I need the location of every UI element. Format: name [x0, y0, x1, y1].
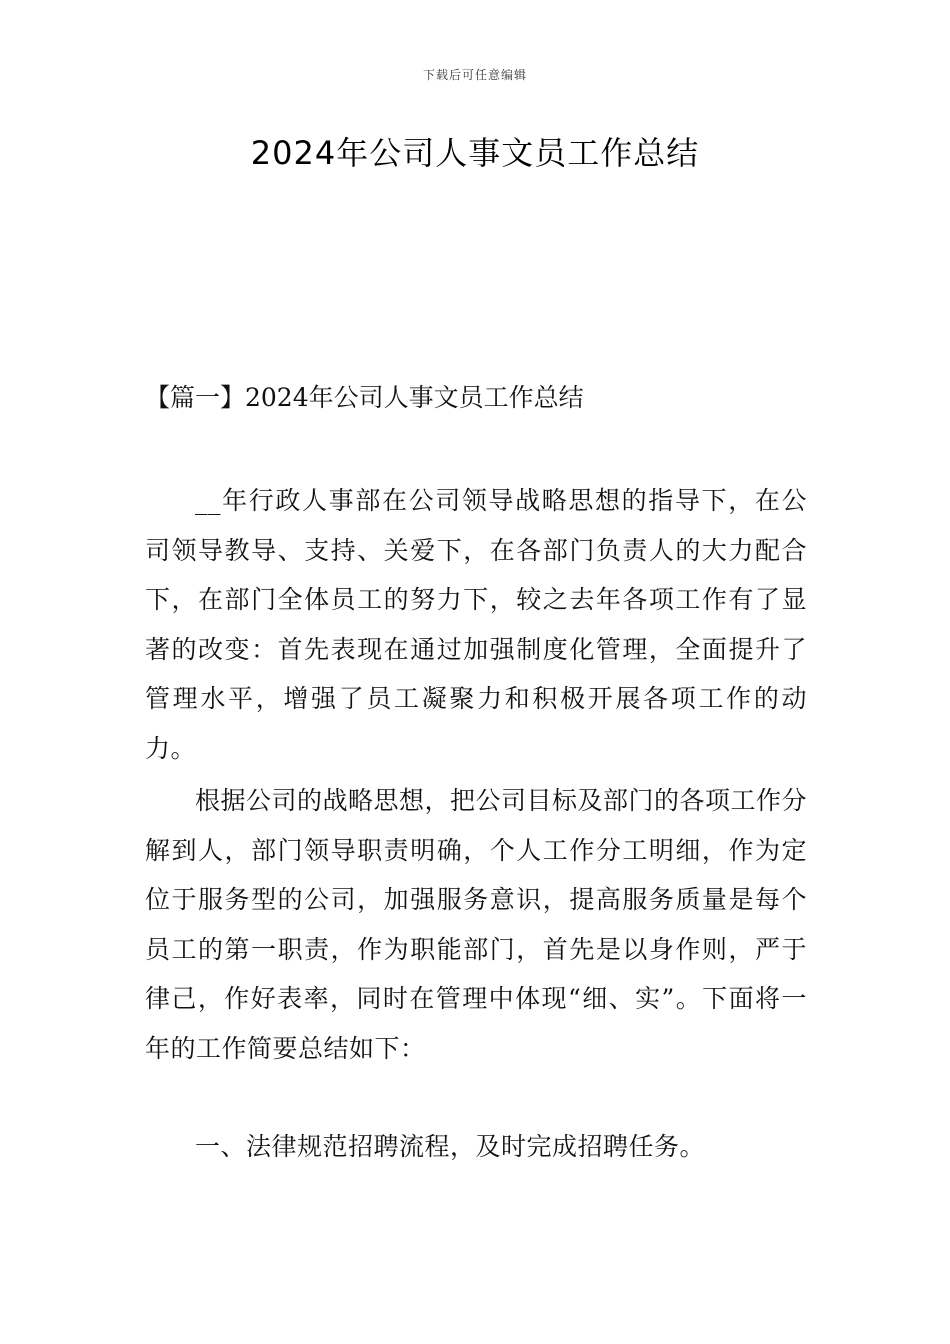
header-note: 下载后可任意编辑: [422, 68, 527, 82]
document-title: 2024年公司人事文员工作总结: [250, 134, 700, 172]
paragraph-intro: __年行政人事部在公司领导战略思想的指导下，在公司领导教导、支持、关爱下，在各部门负责人的大力配合下，在部门全体员工的努力下，较之去年各项工作有了显著的改变：首先表现在通过加强制度化管理，全面提升了管理水平，增强了员工凝聚力和积极开展各项工作的动力。: [145, 486, 807, 763]
paragraph-item-one: 一、法律规范招聘流程，及时完成招聘任务。: [195, 1132, 706, 1161]
paragraph-strategy: 根据公司的战略思想，把公司目标及部门的各项工作分解到人，部门领导职责明确，个人工作分工明细，作为定位于服务型的公司，加强服务意识，提高服务质量是每个员工的第一职责，作为职能部门，首先是以身作则，严于律己，作好表率，同时在管理中体现“细、实”。下面将一年的工作简要总结如下：: [145, 786, 808, 1063]
section-heading: 【篇一】2024年公司人事文员工作总结: [145, 383, 584, 412]
